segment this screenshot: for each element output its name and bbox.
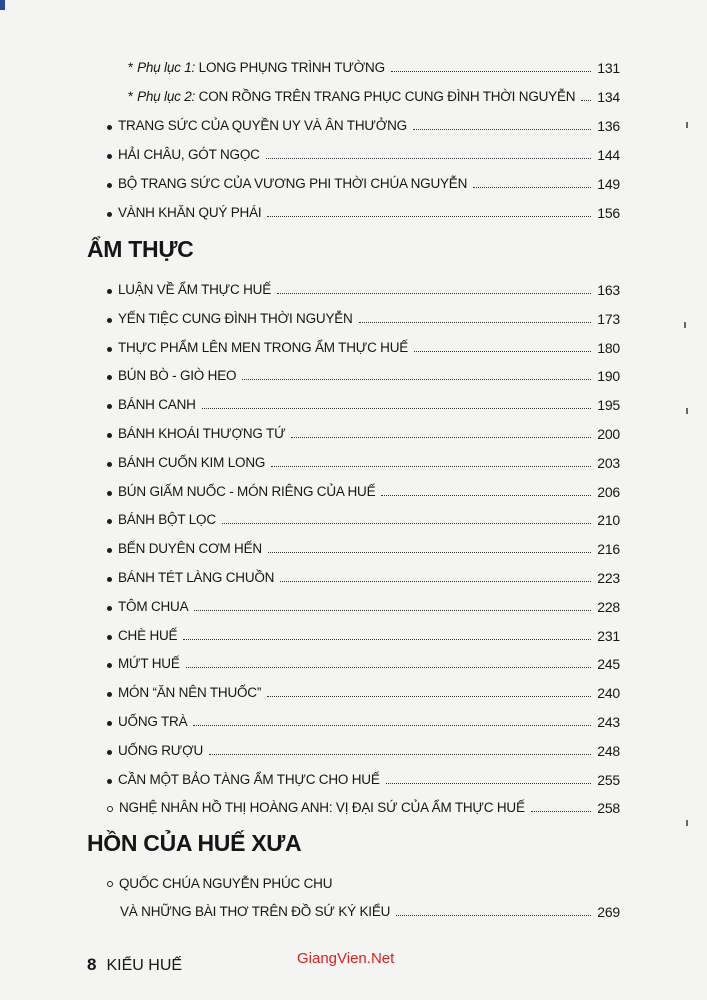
toc-entry-page: 240 [597, 685, 620, 702]
bullet-icon [107, 881, 113, 887]
toc-entry-page: 131 [597, 60, 620, 76]
bullet-icon [107, 779, 112, 784]
page-footer [87, 955, 182, 975]
asterisk-icon: * [128, 89, 134, 104]
dot-leader [202, 408, 592, 409]
toc-entry[interactable] [107, 772, 620, 788]
bullet-icon [107, 154, 112, 159]
toc-entry-page: 231 [597, 627, 620, 644]
toc-entry-page: 258 [597, 800, 620, 817]
bullet-icon [107, 125, 112, 130]
toc-entry-title: UỐNG TRÀ [118, 714, 188, 729]
toc-entry-page: 216 [597, 541, 620, 558]
toc-entry[interactable] [107, 340, 620, 356]
dot-leader [391, 71, 591, 72]
page-edge-mark [0, 0, 5, 10]
toc-entry-page: 136 [597, 118, 620, 134]
toc-entry-first-line[interactable] [107, 876, 332, 891]
toc-entry-page: 180 [597, 339, 620, 356]
dot-leader [194, 610, 591, 611]
toc-entry[interactable] [107, 628, 620, 644]
dot-leader [266, 158, 592, 159]
toc-entry-page: 149 [597, 176, 620, 192]
toc-entry-title: BÁNH CANH [118, 397, 196, 413]
bullet-icon [107, 519, 112, 524]
dot-leader [242, 379, 591, 380]
bullet-icon [107, 433, 112, 438]
bullet-icon [107, 462, 112, 467]
toc-entry[interactable] [107, 311, 620, 327]
toc-entry-page: 210 [597, 512, 620, 529]
dot-leader [280, 581, 591, 582]
toc-entry[interactable] [107, 743, 620, 759]
bullet-icon [107, 548, 112, 553]
toc-entry-title: NGHỆ NHÂN HỒ THỊ HOÀNG ANH: VỊ ĐẠI SỨ CỦA ẨM THỰC HUẾ [119, 800, 525, 816]
toc-entry-page: 173 [597, 310, 620, 327]
dot-leader [413, 129, 591, 130]
bullet-icon [107, 806, 113, 812]
toc-entry-title: BÁNH TÉT LÀNG CHUỒN [118, 570, 275, 585]
bullet-icon [107, 212, 112, 217]
toc-entry-title: CẦN MỘT BẢO TÀNG ẨM THỰC CHO HUẾ [118, 771, 380, 787]
bullet-icon [107, 375, 112, 380]
toc-entry-page: 200 [597, 426, 620, 442]
toc-entry[interactable] [107, 656, 620, 672]
toc-entry-appendix-2[interactable] [128, 89, 620, 105]
appendix-label: Phụ lục 1: [137, 60, 196, 75]
toc-entry-second-line[interactable] [120, 904, 620, 920]
toc-entry[interactable] [107, 118, 620, 134]
toc-entry-title: QUỐC CHÚA NGUYỄN PHÚC CHU [119, 876, 333, 891]
dot-leader [183, 639, 591, 640]
toc-entry[interactable] [107, 685, 620, 701]
toc-entry[interactable] [107, 570, 620, 586]
dot-leader [267, 696, 591, 697]
toc-entry-title: TRANG SỨC CỦA QUYỀN UY VÀ ÂN THƯỞNG [118, 118, 407, 133]
dot-leader [222, 523, 591, 524]
toc-entry-page: 228 [597, 598, 620, 615]
watermark: GiangVien.Net [297, 950, 395, 967]
bullet-icon [107, 721, 112, 726]
toc-entry-page: 223 [597, 570, 620, 586]
toc-entry-title: CHÈ HUẾ [118, 627, 178, 643]
toc-entry-title: BÚN GIẤM NUỐC - MÓN RIÊNG CỦA HUẾ [118, 483, 376, 499]
bullet-icon [107, 289, 112, 294]
section-heading-hon-cua-hue-xua: HỒN CỦA HUẾ XƯA [87, 830, 302, 856]
toc-entry-page: 245 [597, 656, 620, 673]
toc-entry-title: BẾN DUYÊN CƠM HẾN [118, 541, 262, 557]
bullet-icon [107, 183, 112, 188]
dot-leader [268, 552, 591, 553]
bullet-icon [107, 577, 112, 582]
dot-leader [359, 322, 592, 323]
scan-fleck [686, 122, 688, 128]
dot-leader [186, 667, 592, 668]
toc-entry-title: TÔM CHUA [118, 598, 189, 614]
toc-entry[interactable] [107, 714, 620, 730]
dot-leader [381, 495, 591, 496]
scan-fleck [684, 322, 686, 328]
dot-leader [414, 351, 591, 352]
toc-entry-page: 243 [597, 714, 620, 730]
bullet-icon [107, 347, 112, 352]
toc-entry-title: CON RỒNG TRÊN TRANG PHỤC CUNG ĐÌNH THỜI NGUYỄN [198, 89, 576, 104]
dot-leader [473, 187, 591, 188]
toc-entry-title: HẢI CHÂU, GÓT NGỌC [118, 147, 260, 162]
toc-entry-page: 248 [597, 742, 620, 759]
dot-leader [396, 915, 591, 916]
scan-fleck [686, 820, 688, 826]
toc-entry-title: MÓN “ĂN NÊN THUỐC” [118, 685, 262, 701]
toc-entry-page: 255 [597, 771, 620, 788]
dot-leader [267, 216, 591, 217]
bullet-icon [107, 606, 112, 611]
toc-entry-appendix-1[interactable] [128, 60, 620, 76]
toc-entry[interactable] [107, 800, 620, 816]
toc-entry-title: MỨT HUẾ [118, 656, 180, 672]
toc-entry-title: VÀNH KHĂN QUÝ PHÁI [118, 205, 262, 220]
toc-entry-title: YẾN TIỆC CUNG ĐÌNH THỜI NGUYỄN [118, 310, 353, 326]
dot-leader [209, 754, 591, 755]
toc-entry[interactable] [107, 147, 620, 163]
toc-entry-title: VÀ NHỮNG BÀI THƠ TRÊN ĐỒ SỨ KÝ KIỂU [120, 904, 391, 919]
toc-entry-page: 134 [597, 89, 620, 105]
bullet-icon [107, 750, 112, 755]
appendix-label: Phụ lục 2: [137, 89, 196, 104]
toc-entry[interactable] [107, 484, 620, 500]
toc-entry-title: LONG PHỤNG TRÌNH TƯỜNG [198, 60, 385, 75]
dot-leader [291, 437, 591, 438]
bullet-icon [107, 318, 112, 323]
bullet-icon [107, 491, 112, 496]
toc-entry-page: 190 [597, 368, 620, 385]
toc-entry-page: 206 [597, 483, 620, 500]
toc-entry[interactable] [107, 512, 620, 528]
toc-entry-title: BÁNH CUỐN KIM LONG [118, 454, 266, 470]
bullet-icon [107, 635, 112, 640]
toc-entry-page: 195 [597, 397, 620, 414]
toc-entry[interactable] [107, 599, 620, 615]
toc-entry[interactable] [107, 282, 620, 298]
toc-entry-page: 269 [597, 904, 620, 920]
dot-leader [581, 100, 591, 101]
dot-leader [277, 293, 591, 294]
dot-leader [271, 466, 591, 467]
toc-entry-page: 144 [597, 147, 620, 163]
footer-page-number: 8 [87, 955, 97, 974]
section-heading-am-thuc: ẨM THỰC [87, 236, 194, 262]
toc-entry[interactable] [107, 541, 620, 557]
toc-entry-title: BÁNH BỘT LỌC [118, 512, 216, 528]
toc-entry[interactable] [107, 426, 620, 442]
bullet-icon [107, 404, 112, 409]
toc-entry-page: 156 [597, 205, 620, 221]
toc-entry[interactable] [107, 455, 620, 471]
dot-leader [531, 811, 591, 812]
toc-entry-title: BỘ TRANG SỨC CỦA VƯƠNG PHI THỜI CHÚA NGUYỄN [118, 176, 468, 191]
bullet-icon [107, 692, 112, 697]
toc-entry[interactable] [107, 397, 620, 413]
toc-entry[interactable] [107, 176, 620, 192]
footer-book-title: KIỂU HUẾ [106, 957, 183, 974]
toc-entry-title: LUẬN VỀ ẨM THỰC HUẾ [118, 282, 272, 297]
toc-entry-page: 203 [597, 454, 620, 471]
toc-entry-page: 163 [597, 282, 620, 298]
dot-leader [386, 783, 592, 784]
toc-entry-title: BÚN BÒ - GIÒ HEO [118, 368, 237, 384]
toc-entry-title: UỐNG RƯỢU [118, 742, 204, 758]
bullet-icon [107, 663, 112, 668]
asterisk-icon: * [128, 60, 134, 75]
toc-entry-title: THỰC PHẨM LÊN MEN TRONG ẨM THỰC HUẾ [118, 339, 409, 355]
dot-leader [193, 725, 591, 726]
toc-entry[interactable] [107, 368, 620, 384]
toc-entry[interactable] [107, 205, 620, 221]
scan-fleck [686, 408, 688, 414]
toc-entry-title: BÁNH KHOÁI THƯỢNG TỨ [118, 426, 286, 441]
